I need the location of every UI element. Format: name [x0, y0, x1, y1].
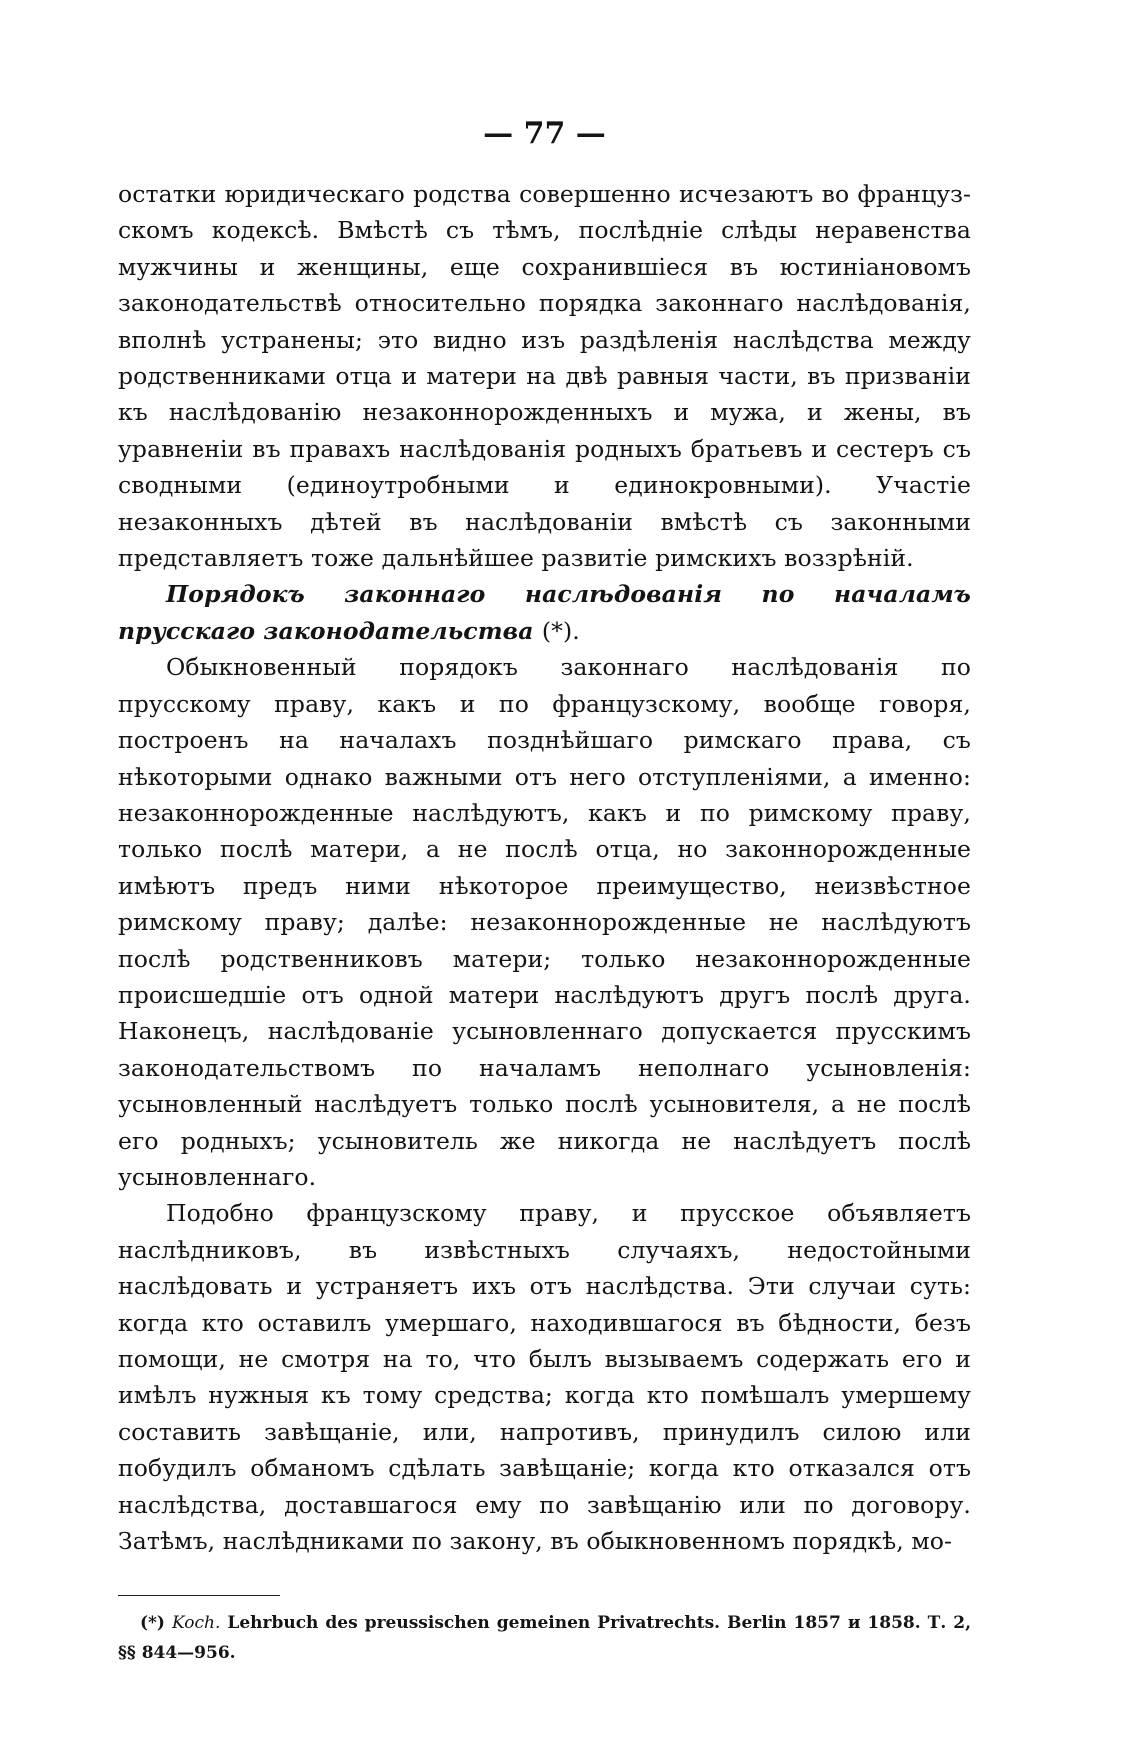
paragraph-french-code: остатки юридическаго родства совершенно исчезаютъ во французскомъ кодексѣ. Вмѣстѣ съ тѣмъ, послѣдніе слѣды неравенства мужчины и женщины, еще сохранившіеся въ юстиніановомъ законодательствѣ относительно порядка законнаго наслѣдованія, вполнѣ устранены; это видно изъ раздѣленія наслѣдства между родственниками отца и матери на двѣ равныя части, въ призваніи къ наслѣдованію незаконнорожденныхъ и мужа, и жены, въ уравненіи въ правахъ наслѣдованія родныхъ братьевъ и сестеръ съ сводными (единоутробными и единокровными). Участіе незаконныхъ дѣтей въ наслѣдованіи вмѣстѣ съ законными представляетъ тоже дальнѣйшее развитіе римскихъ воззрѣній. [118, 180, 971, 573]
book-page [118, 112, 971, 1668]
footnote-author: Koch. [172, 1613, 221, 1634]
section-heading-text: Порядокъ законнаго наслѣдованія по началамъ прусскаго законодательства [118, 580, 971, 645]
paragraph-prussian-order: Обыкновенный порядокъ законнаго наслѣдованія по прусскому праву, какъ и по французскому, вообще говоря, построенъ на началахъ позднѣйшаго римскаго права, съ нѣкоторыми однако важными отъ него отступленіями, а именно: незаконнорожденные наслѣдуютъ, какъ и по римскому праву, только послѣ матери, а не послѣ отца, но законнорожденные имѣютъ предъ ними нѣкоторое преимущество, неизвѣстное римскому праву; далѣе: незаконнорожденные не наслѣдуютъ послѣ родственниковъ матери; только незаконнорожденные происшедшіе отъ одной матери наслѣдуютъ другъ послѣ друга. Наконецъ, наслѣдованіе усыновленнаго допускается прусскимъ законодательствомъ по началамъ неполнаго усыновленія: усыновленный наслѣдуетъ только послѣ усыновителя, а не послѣ его родныхъ; усыновитель же никогда не наслѣдуетъ послѣ усыновленнаго. [118, 653, 971, 1191]
section-heading [118, 576, 971, 649]
page-number: — 77 — [483, 116, 606, 151]
footnote-divider [118, 1595, 280, 1596]
footnote-reference: (*). [541, 616, 580, 645]
footnote-marker: (*) [140, 1613, 165, 1634]
paragraph-unworthy-heirs: Подобно французскому праву, и прусское объявляетъ наслѣдниковъ, въ извѣстныхъ случаяхъ, недостойными наслѣдовать и устраняетъ ихъ отъ наслѣдства. Эти случаи суть: когда кто оставилъ умершаго, находившагося въ бѣдности, безъ помощи, не смотря на то, что былъ вызываемъ содержать его и имѣлъ нужныя къ тому средства; когда кто помѣшалъ умершему составить завѣщаніе, или, напротивъ, принудилъ силою или побудилъ обманомъ сдѣлать завѣщаніе; когда кто отказался отъ наслѣдства, доставшагося ему по завѣщанію или по договору. Затѣмъ, наслѣдниками по закону, въ обыкновенномъ порядкѣ, мо- [118, 1199, 971, 1556]
footnote-text: Lehrbuch des preussischen gemeinen Privatrechts. Berlin 1857 и 1858. Т. 2, §§ 844—956. [118, 1613, 971, 1664]
footnote [118, 1608, 971, 1668]
